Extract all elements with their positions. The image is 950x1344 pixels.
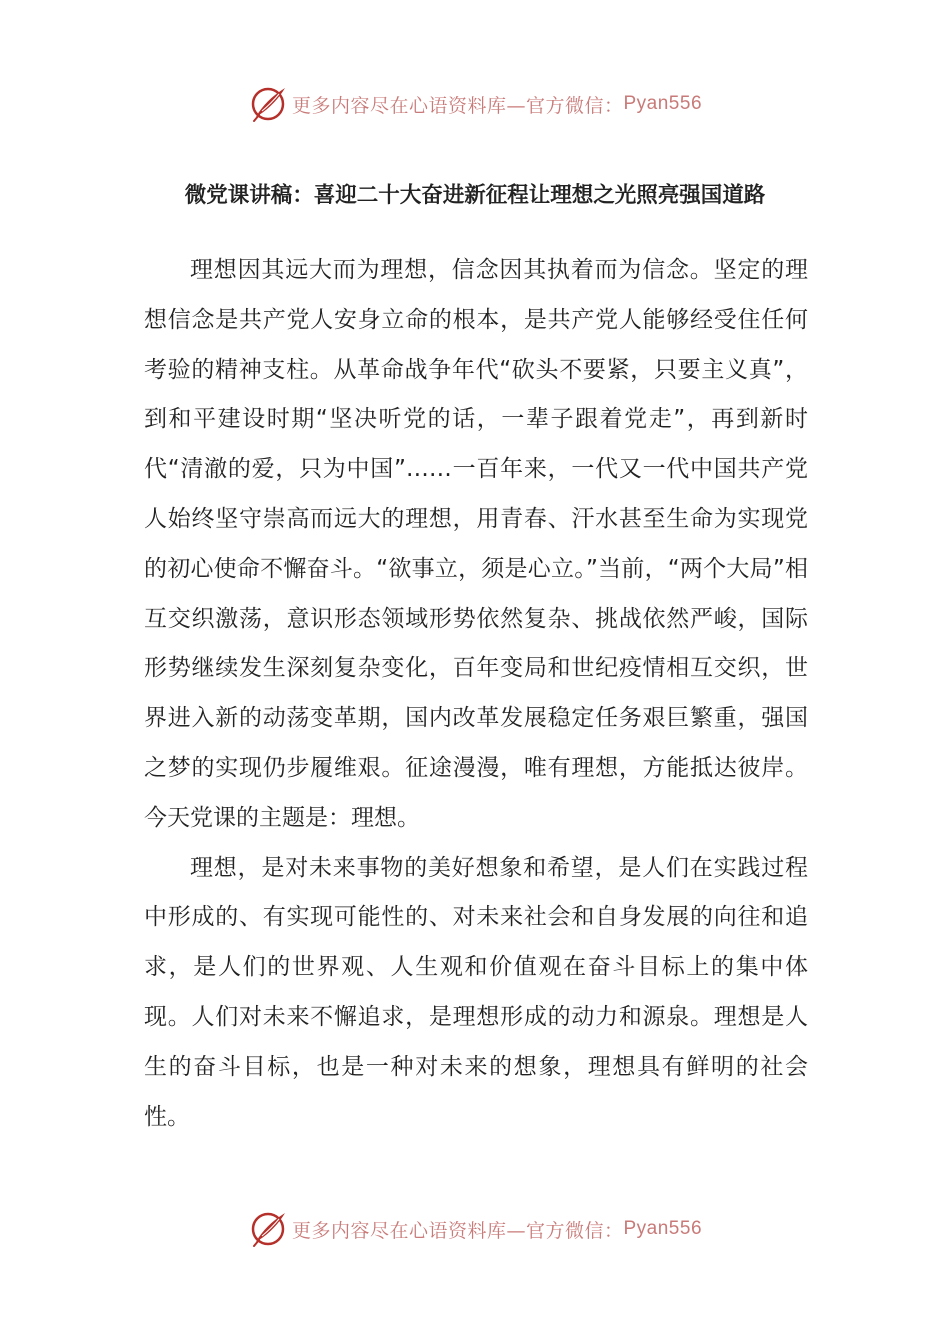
document-body [144,246,808,1142]
paragraph: 理想，是对未来事物的美好想象和希望，是人们在实践过程中形成的、有实现可能性的、对未来社会和自身发展的向往和追求，是人们的世界观、人生观和价值观在奋斗目标上的集中体现。人们对未来不懈追求，是理想形成的动力和源泉。理想是人生的奋斗目标，也是一种对未来的想象，理想具有鲜明的社会性。 [144,854,808,1130]
paragraph: 理想因其远大而为理想，信念因其执着而为信念。坚定的理想信念是共产党人安身立命的根本，是共产党人能够经受住任何考验的精神支柱。从革命战争年代“砍头不要紧，只要主义真”，到和平建设时期“坚决听党的话，一辈子跟着党走”，再到新时代“清澈的爱，只为中国”……一百年来，一代又一代中国共产党人始终坚守崇高而远大的理想，用青春、汗水甚至生命为实现党的初心使命不懈奋斗。“欲事立，须是心立。”当前，“两个大局”相互交织激荡，意识形态领域形势依然复杂、挑战依然严峻，国际形势继续发生深刻复杂变化，百年变局和世纪疫情相互交织，世界进入新的动荡变革期，国内改革发展稳定任务艰巨繁重，强国之梦的实现仍步履维艰。征途漫漫，唯有理想，方能抵达彼岸。今天党课的主题是：理想。 [144,257,808,831]
wechat-id: Pyan556 [623,1218,703,1239]
footer-banner [0,1207,950,1251]
banner-text: 更多内容尽在心语资料库—官方微信： [291,1219,624,1242]
wechat-id: Pyan556 [623,93,703,114]
quill-logo-icon [248,1209,288,1249]
banner-text: 更多内容尽在心语资料库—官方微信： [291,94,624,117]
header-banner [0,82,950,126]
quill-logo-icon [248,84,288,124]
document-title: 微党课讲稿：喜迎二十大奋进新征程让理想之光照亮强国道路 [184,183,766,208]
